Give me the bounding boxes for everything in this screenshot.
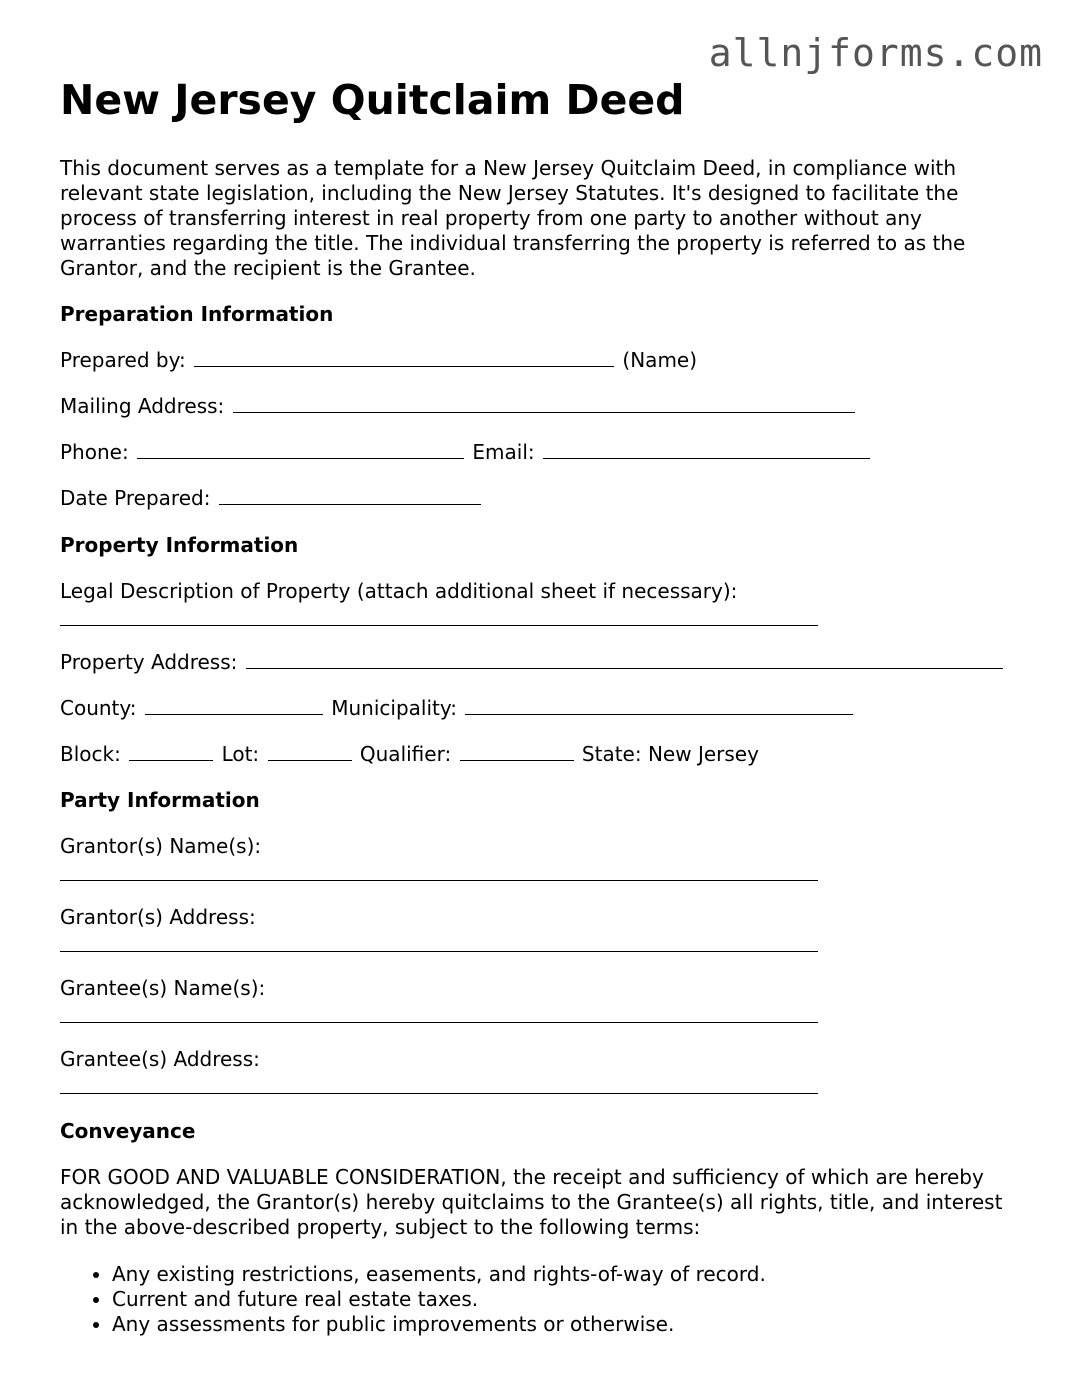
conveyance-heading: Conveyance bbox=[60, 1119, 196, 1143]
property-address-label: Property Address: bbox=[60, 650, 238, 674]
site-watermark: allnjforms.com bbox=[708, 31, 1043, 75]
county-label: County: bbox=[60, 696, 137, 720]
party-heading: Party Information bbox=[60, 788, 260, 812]
county-field[interactable] bbox=[145, 696, 323, 715]
grantee-address-label: Grantee(s) Address: bbox=[60, 1047, 260, 1071]
document-title: New Jersey Quitclaim Deed bbox=[60, 76, 685, 124]
name-suffix-label: (Name) bbox=[622, 348, 698, 372]
grantor-names-label: Grantor(s) Name(s): bbox=[60, 834, 262, 858]
list-item: • Any assessments for public improvements or otherwise. bbox=[112, 1312, 766, 1337]
prepared-by-row bbox=[60, 348, 697, 373]
email-label: Email: bbox=[472, 440, 535, 464]
list-item: • Any existing restrictions, easements, and rights-of-way of record. bbox=[112, 1262, 766, 1287]
property-address-field[interactable] bbox=[246, 650, 1003, 669]
phone-email-row bbox=[60, 440, 872, 465]
legal-description-field[interactable] bbox=[60, 625, 818, 626]
lot-label: Lot: bbox=[221, 742, 260, 766]
lot-field[interactable] bbox=[268, 742, 352, 761]
phone-label: Phone: bbox=[60, 440, 129, 464]
prepared-by-label: Prepared by: bbox=[60, 348, 186, 372]
intro-paragraph: This document serves as a template for a New Jersey Quitclaim Deed, in compliance with relevant state legislation, including the New Jersey Statutes. It's designed to facilitate the process of transferring interest in real property from one party to another without any warranties regarding the title. The individual transferring the property is referred to as the Grantor, and the recipient is the Grantee. bbox=[60, 156, 966, 280]
email-field[interactable] bbox=[543, 440, 870, 459]
conveyance-terms-list bbox=[60, 1262, 766, 1337]
mailing-address-row bbox=[60, 394, 857, 419]
qualifier-label: Qualifier: bbox=[359, 742, 452, 766]
date-prepared-label: Date Prepared: bbox=[60, 486, 211, 510]
block-field[interactable] bbox=[129, 742, 213, 761]
state-label: State: New Jersey bbox=[581, 742, 759, 766]
grantee-names-field[interactable] bbox=[60, 1022, 818, 1023]
municipality-label: Municipality: bbox=[331, 696, 457, 720]
list-item: • Current and future real estate taxes. bbox=[112, 1287, 766, 1312]
property-heading: Property Information bbox=[60, 533, 299, 557]
grantor-names-field[interactable] bbox=[60, 880, 818, 881]
phone-field[interactable] bbox=[137, 440, 464, 459]
block-lot-row bbox=[60, 742, 759, 767]
property-address-row bbox=[60, 650, 1005, 675]
qualifier-field[interactable] bbox=[460, 742, 574, 761]
legal-description-label: Legal Description of Property (attach additional sheet if necessary): bbox=[60, 579, 738, 603]
mailing-address-label: Mailing Address: bbox=[60, 394, 225, 418]
grantee-names-label: Grantee(s) Name(s): bbox=[60, 976, 266, 1000]
preparation-heading: Preparation Information bbox=[60, 302, 334, 326]
prepared-by-field[interactable] bbox=[194, 348, 614, 367]
conveyance-paragraph: FOR GOOD AND VALUABLE CONSIDERATION, the receipt and sufficiency of which are hereby acknowledged, the Grantor(s) hereby quitclaims to the Grantee(s) all rights, title, and interest in the above-described property, subject to the following terms: bbox=[60, 1165, 1003, 1239]
date-prepared-field[interactable] bbox=[219, 486, 481, 505]
county-municipality-row bbox=[60, 696, 855, 721]
grantee-address-field[interactable] bbox=[60, 1093, 818, 1094]
grantor-address-field[interactable] bbox=[60, 951, 818, 952]
mailing-address-field[interactable] bbox=[233, 394, 855, 413]
municipality-field[interactable] bbox=[465, 696, 853, 715]
grantor-address-label: Grantor(s) Address: bbox=[60, 905, 256, 929]
block-label: Block: bbox=[60, 742, 121, 766]
date-prepared-row bbox=[60, 486, 483, 511]
